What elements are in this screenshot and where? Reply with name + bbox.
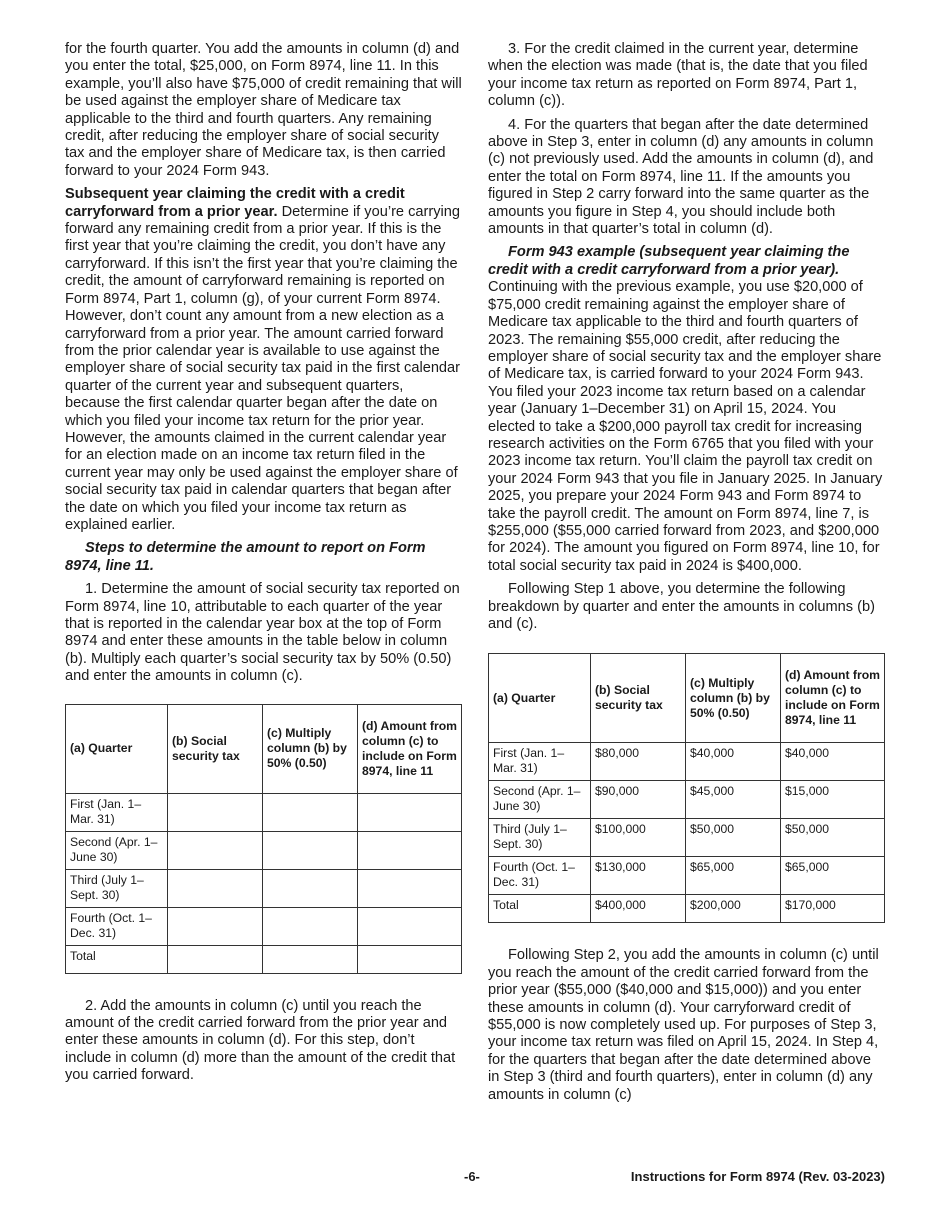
header-amount-line-11: (d) Amount from column (c) to include on Form 8974, line 11 (358, 704, 462, 793)
step-2: 2. Add the amounts in column (c) until you reach the amount of the credit carried forward from the prior year and enter these amounts in column (d). For this step, don’t include in column (d) more than the amount of the credit that you carried forward. (65, 997, 456, 1084)
blank-cell (168, 907, 263, 945)
amount-cell: $50,000 (781, 819, 885, 857)
amount-cell: $170,000 (781, 895, 885, 923)
quarter-cell: Second (Apr. 1– June 30) (66, 831, 168, 869)
table-row-total (489, 895, 885, 923)
table-row-total (66, 945, 462, 973)
table-row (489, 857, 885, 895)
blank-cell (168, 945, 263, 973)
example-text: Continuing with the previous example, you use $20,000 of $75,000 credit remaining against the employer share of Medicare tax applicable to the third and fourth quarters of 2023. The remaining $55,000 credit, after reducing the employer share of social security tax and the employer share of Medicare tax, is carried forward to your 2024 Form 943. You filed your 2023 income tax return based on a calendar year (January 1–December 31) on April 15, 2024. You elected to take a $200,000 payroll tax credit for increasing research activities on the Form 6765 that you filed with your 2023 income tax return. You’ll claim the payroll tax credit on your 2024 Form 943 that you file in January 2025. In January 2025, you prepare your 2024 Form 943 and Form 8974 to take the payroll credit. The amount on Form 8974, line 7, is $255,000 ($55,000 carried forward from 2023, and $200,000 for 2024). The amount you figured on Form 8974, line 10, for total social security tax paid in 2024 is $400,000. (488, 279, 883, 574)
header-social-security-tax: (b) Social security tax (591, 654, 686, 743)
blank-worksheet-table (65, 704, 462, 974)
header-amount-line-11: (d) Amount from column (c) to include on Form 8974, line 11 (781, 654, 885, 743)
multiply-cell: $50,000 (686, 819, 781, 857)
social-security-cell: $80,000 (591, 743, 686, 781)
table-row (489, 819, 885, 857)
subsequent-year-heading: Subsequent year claiming the credit with a credit carryforward from a prior year. (65, 186, 405, 220)
table-row (66, 831, 462, 869)
quarter-cell: Third (July 1– Sept. 30) (66, 869, 168, 907)
footer-title: Instructions for Form 8974 (Rev. 03-2023) (630, 1169, 885, 1184)
amount-cell: $40,000 (781, 743, 885, 781)
blank-cell (358, 869, 462, 907)
quarter-cell: First (Jan. 1– Mar. 31) (489, 743, 591, 781)
quarter-cell: Fourth (Oct. 1– Dec. 31) (66, 907, 168, 945)
blank-cell (168, 793, 263, 831)
blank-cell (263, 907, 358, 945)
multiply-cell: $40,000 (686, 743, 781, 781)
quarter-cell: Third (July 1– Sept. 30) (489, 819, 591, 857)
subsequent-year-text: Determine if you’re carrying forward any remaining credit from a prior year. If this is the first year that you’re claiming the credit, you don’t have any carryforward. If this isn’t the first year that you’re claiming the credit, the amount of carryforward remaining is reported on Form 8974, Part 1, column (g), of your current Form 8974. However, don’t count any amount from a new election as a carryforward from a prior year. The amount carried forward from the prior calendar year is available to use against the employer share of social security tax paid in the first calendar quarter of the current year and subsequent quarters, because the first calendar quarter began after the date on which you filed your income tax return for the prior year. However, the amounts claimed in the current calendar year for an election made on an income tax return filed in the current year may only be used against the employer share of social security tax paid in calendar quarters that began after the date on which you filed your income tax return as explained earlier. (65, 203, 461, 533)
paragraph-subsequent-year (65, 186, 462, 534)
blank-cell (358, 945, 462, 973)
paragraph-fourth-quarter: for the fourth quarter. You add the amounts in column (d) and you enter the total, $25,000, on Form 8974, line 11. In this example, you’ll also have $75,000 of credit remaining that will be used against the employer share of Medicare tax applicable to the third and fourth quarters. Any remaining credit, after reducing the employer share of social security tax and the employer share of Medicare tax, is then carried forward to your 2024 Form 943. (65, 41, 462, 179)
blank-cell (168, 831, 263, 869)
page-number: -6- (464, 1169, 480, 1184)
multiply-cell: $65,000 (686, 857, 781, 895)
multiply-cell: $200,000 (686, 895, 781, 923)
table-header-row (66, 704, 462, 793)
amount-cell: $15,000 (781, 781, 885, 819)
step-4: 4. For the quarters that began after the date determined above in Step 3, enter in column (d) any amounts in column (c) not previously used. Add the amounts in column (d), and enter the total on Form 8974, line 11. If the amounts you figured in Step 2 carry forward into the same quarter as the amounts you figure in Step 4, you should include both amounts in that quarter’s total in column (d). (488, 116, 874, 238)
following-step-1: Following Step 1 above, you determine the following breakdown by quarter and enter the amounts in columns (b) and (c). (488, 581, 875, 632)
quarter-cell: Fourth (Oct. 1– Dec. 31) (489, 857, 591, 895)
quarter-cell: Second (Apr. 1– June 30) (489, 781, 591, 819)
social-security-cell: $400,000 (591, 895, 686, 923)
left-column (65, 41, 462, 1091)
following-step-2: Following Step 2, you add the amounts in column (c) until you reach the amount of the credit carried forward from the prior year ($55,000 ($40,000 and $15,000)) and you enter these amounts in column (d). Your carryforward credit of $55,000 is now completely used up. For purposes of Step 3, your income tax return was filed on April 15, 2024. In Step 4, for the quarters that began after the date determined above in Step 3 (third and fourth quarters), enter in column (d) any amounts in column (c) (488, 947, 879, 1103)
quarter-cell: Total (66, 945, 168, 973)
header-social-security-tax: (b) Social security tax (168, 704, 263, 793)
header-multiply: (c) Multiply column (b) by 50% (0.50) (686, 654, 781, 743)
blank-cell (263, 869, 358, 907)
blank-cell (358, 831, 462, 869)
example-heading: Form 943 example (subsequent year claiming the credit with a credit carryforward from a prior year). (488, 244, 850, 278)
social-security-cell: $100,000 (591, 819, 686, 857)
multiply-cell: $45,000 (686, 781, 781, 819)
table-row (66, 793, 462, 831)
blank-cell (358, 907, 462, 945)
blank-cell (263, 793, 358, 831)
quarter-cell: Total (489, 895, 591, 923)
table-row (66, 907, 462, 945)
right-column (488, 41, 885, 1110)
header-multiply: (c) Multiply column (b) by 50% (0.50) (263, 704, 358, 793)
quarter-cell: First (Jan. 1– Mar. 31) (66, 793, 168, 831)
social-security-cell: $130,000 (591, 857, 686, 895)
step-1: 1. Determine the amount of social security tax reported on Form 8974, line 10, attributable to each quarter of the year that is reported in the calendar year box at the top of Form 8974 and enter these amounts in the table below in column (b). Multiply each quarter’s social security tax by 50% (0.50) and enter the amounts in column (c). (65, 581, 460, 685)
header-quarter: (a) Quarter (66, 704, 168, 793)
step-3: 3. For the credit claimed in the current year, determine when the election was made (that is, the date that you filed your income tax return as reported on Form 8974, Part 1, column (c)). (488, 41, 868, 110)
amount-cell: $65,000 (781, 857, 885, 895)
table-row (489, 781, 885, 819)
blank-cell (168, 869, 263, 907)
steps-heading: Steps to determine the amount to report on Form 8974, line 11. (65, 540, 426, 574)
blank-cell (358, 793, 462, 831)
table-header-row (489, 654, 885, 743)
example-worksheet-table (488, 653, 885, 923)
table-row (66, 869, 462, 907)
blank-cell (263, 945, 358, 973)
blank-cell (263, 831, 358, 869)
header-quarter: (a) Quarter (489, 654, 591, 743)
table-row (489, 743, 885, 781)
social-security-cell: $90,000 (591, 781, 686, 819)
